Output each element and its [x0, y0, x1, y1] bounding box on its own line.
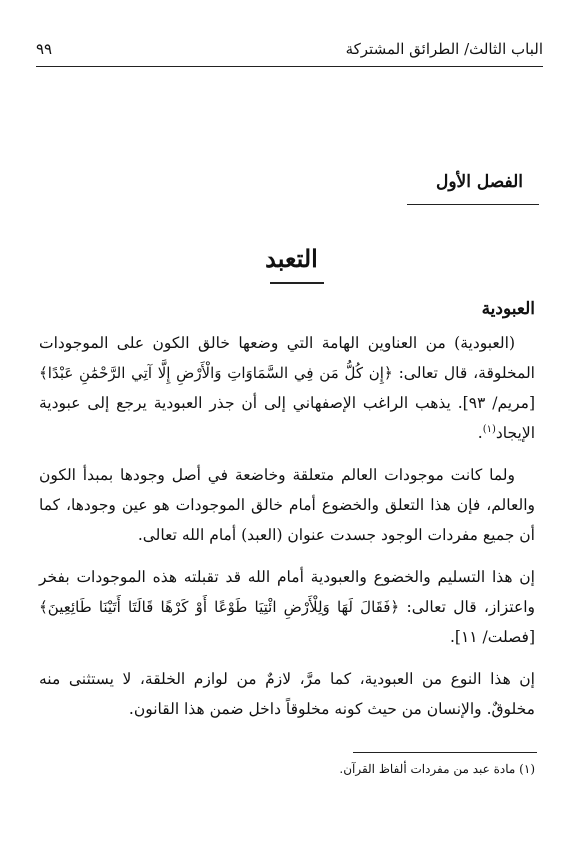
- paragraph-1: [39, 328, 535, 448]
- section-title-underline: [270, 282, 324, 284]
- paragraph-4: إن هذا النوع من العبودية، كما مرَّ، لازمٌ من لوازم الخلقة، لا يستثنى منه مخلوقٌ. والإنسان من حيث كونه مخلوقاً داخل ضمن هذا القانون.: [39, 670, 535, 718]
- footnote: (١) مادة عبد من مفردات ألفاظ القرآن.: [339, 762, 535, 776]
- subheading: العبودية: [481, 299, 535, 319]
- p1-end: .: [477, 424, 483, 442]
- paragraph-3: [39, 562, 535, 652]
- running-header: [36, 36, 543, 62]
- header-rule: [36, 66, 543, 67]
- page-number: ٩٩: [36, 40, 53, 58]
- chapter-underline: [407, 204, 539, 205]
- p1-quran-verse: ﴿إِن كُلُّ مَن فِي السَّمَاوَاتِ وَالْأَرْضِ إِلَّا آتِي الرَّحْمَٰنِ عَبْدًا﴾: [39, 364, 393, 382]
- chapter-heading: الفصل الأول: [435, 172, 523, 192]
- footnote-marker[interactable]: (١): [482, 423, 496, 435]
- p3-text-after-quran: [فصلت/ ١١].: [449, 628, 535, 646]
- p3-text-before-quran: إن هذا التسليم والخضوع والعبودية أمام الله قد تقبلته هذه الموجودات بفخر واعتزاز، قال تعالى:: [39, 568, 535, 616]
- body-text: [39, 292, 535, 736]
- p1-text-after-quran: [مريم/ ٩٣]. يذهب الراغب الإصفهاني إلى أن جذر العبودية يرجع إلى عبودية الإيجاد: [39, 394, 535, 442]
- section-title: التعبد: [265, 244, 318, 273]
- p3-quran-verse: ﴿فَقَالَ لَهَا وَلِلْأَرْضِ ائْتِيَا طَوْعًا أَوْ كَرْهًا قَالَتَا أَتَيْنَا طَائِعِينَ﴾: [39, 598, 400, 616]
- paragraph-2: ولما كانت موجودات العالم متعلقة وخاضعة في أصل وجودها بمبدأ الكون والعالم، فإن هذا التعلق والخضوع أمام خالق الموجودات هو عين وجودها، كما أن جميع مفردات الوجود جسدت عنوان (العبد) أمام الله تعالى.: [39, 466, 535, 544]
- p1-text-before-quran: (العبودية) من العناوين الهامة التي وضعها خالق الكون على الموجودات المخلوقة، قال تعالى:: [39, 334, 535, 382]
- running-title: الباب الثالث/ الطرائق المشتركة: [345, 40, 543, 58]
- footnote-rule: [353, 752, 537, 753]
